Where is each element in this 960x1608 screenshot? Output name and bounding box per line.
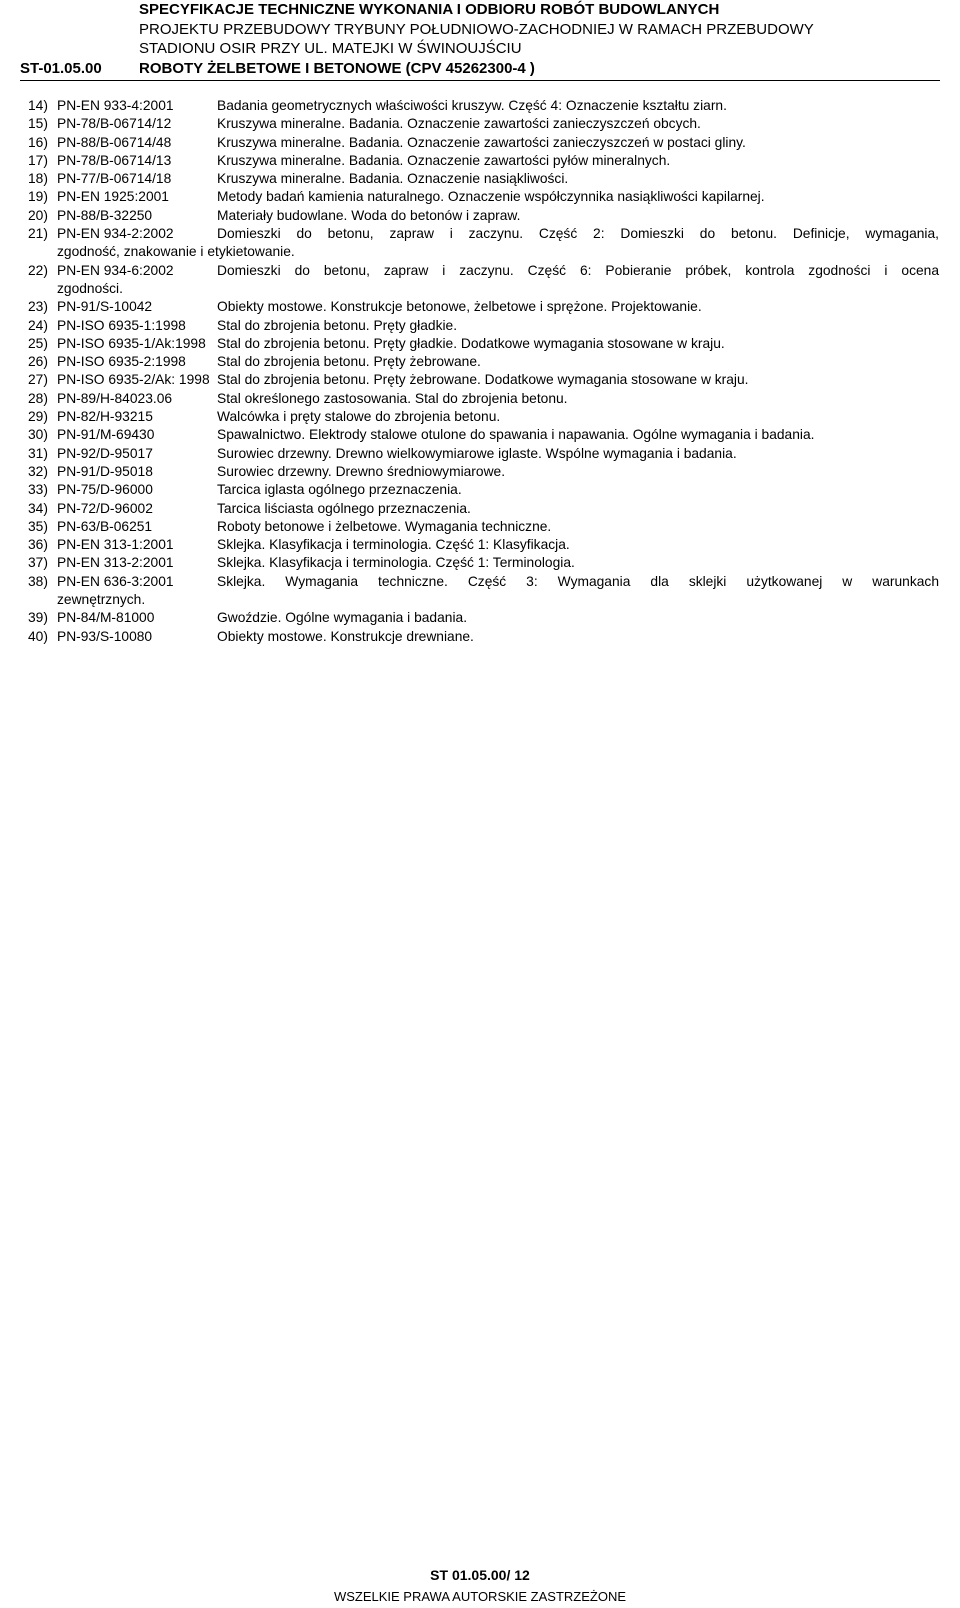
list-item xyxy=(28,463,958,481)
item-number: 32) xyxy=(28,463,48,479)
page-number: ST 01.05.00/ 12 xyxy=(430,1567,530,1583)
item-number: 19) xyxy=(28,189,48,205)
list-item xyxy=(28,188,958,206)
standard-title: Tarcica liściasta ogólnego przeznaczenia. xyxy=(217,500,471,516)
standard-title: Roboty betonowe i żelbetowe. Wymagania techniczne. xyxy=(217,518,552,534)
item-number: 34) xyxy=(28,500,48,516)
list-item xyxy=(28,500,958,518)
list-item xyxy=(28,115,958,133)
list-item xyxy=(28,97,958,115)
item-number: 28) xyxy=(28,390,48,406)
standard-title-continuation: zewnętrznych. xyxy=(57,592,146,608)
list-item xyxy=(28,262,958,280)
standard-title: Obiekty mostowe. Konstrukcje betonowe, żelbetowe i sprężone. Projektowanie. xyxy=(217,299,702,315)
item-number: 24) xyxy=(28,317,48,333)
standard-title: Gwoździe. Ogólne wymagania i badania. xyxy=(217,610,468,626)
header-spec-title: SPECYFIKACJE TECHNICZNE WYKONANIA I ODBIORU ROBÓT BUDOWLANYCH xyxy=(139,1,720,18)
standard-title: Stal do zbrojenia betonu. Pręty żebrowane. Dodatkowe wymagania stosowane w kraju. xyxy=(217,372,749,388)
standard-title: Sklejka. Wymagania techniczne. Część 3: Wymagania dla sklejki użytkowanej w warunkach xyxy=(217,573,939,589)
item-number: 17) xyxy=(28,152,48,168)
item-number: 15) xyxy=(28,116,48,132)
standard-code: PN-91/S-10042 xyxy=(57,299,153,315)
standard-title: Tarcica iglasta ogólnego przeznaczenia. xyxy=(217,482,462,498)
standard-title: Obiekty mostowe. Konstrukcje drewniane. xyxy=(217,628,474,644)
standard-code: PN-91/D-95018 xyxy=(57,463,153,479)
list-item xyxy=(28,335,958,353)
standard-code: PN-78/B-06714/12 xyxy=(57,116,172,132)
item-number: 38) xyxy=(28,573,48,589)
standard-code: PN-72/D-96002 xyxy=(57,500,153,516)
item-number: 22) xyxy=(28,262,48,278)
document-header xyxy=(20,0,940,78)
standard-title: Domieszki do betonu, zapraw i zaczynu. Część 6: Pobieranie próbek, kontrola zgodności i ocena xyxy=(217,262,939,278)
list-item xyxy=(28,628,958,646)
item-number: 37) xyxy=(28,555,48,571)
standard-title: Metody badań kamienia naturalnego. Oznaczenie współczynnika nasiąkliwości kapilarnej. xyxy=(217,189,765,205)
item-number: 40) xyxy=(28,628,48,644)
standard-title: Sklejka. Klasyfikacja i terminologia. Część 1: Terminologia. xyxy=(217,555,575,571)
list-item xyxy=(28,609,958,627)
section-code: ST-01.05.00 xyxy=(20,59,102,77)
copyright-notice: WSZELKIE PRAWA AUTORSKIE ZASTRZEŻONE xyxy=(333,1589,627,1604)
standard-title: Domieszki do betonu, zapraw i zaczynu. Część 2: Domieszki do betonu. Definicje, wymagania, xyxy=(217,226,939,242)
standard-title: Kruszywa mineralne. Badania. Oznaczenie zawartości pyłów mineralnych. xyxy=(217,152,671,168)
list-item xyxy=(28,298,958,316)
standard-code: PN-EN 934-6:2002 xyxy=(57,262,174,278)
standard-title: Kruszywa mineralne. Badania. Oznaczenie zawartości zanieczyszczeń obcych. xyxy=(217,116,701,132)
standard-title: Stal do zbrojenia betonu. Pręty gładkie. xyxy=(217,317,458,333)
standard-code: PN-75/D-96000 xyxy=(57,482,153,498)
item-number: 36) xyxy=(28,537,48,553)
list-item xyxy=(28,518,958,536)
standard-code: PN-EN 933-4:2001 xyxy=(57,98,174,113)
list-item xyxy=(28,207,958,225)
item-number: 16) xyxy=(28,134,48,150)
standard-code: PN-ISO 6935-1/Ak:1998 xyxy=(57,335,206,351)
standard-title: Spawalnictwo. Elektrody stalowe otulone do spawania i napawania. Ogólne wymagania i badania. xyxy=(217,427,815,443)
standard-title-continuation: zgodności. xyxy=(57,280,123,296)
list-item xyxy=(28,536,958,554)
header-project-line: PROJEKTU PRZEBUDOWY TRYBUNY POŁUDNIOWO-ZACHODNIEJ W RAMACH PRZEBUDOWY xyxy=(139,20,814,38)
standard-code: PN-63/B-06251 xyxy=(57,518,153,534)
item-number: 30) xyxy=(28,427,48,443)
item-number: 20) xyxy=(28,207,48,223)
list-item xyxy=(28,481,958,499)
list-item xyxy=(28,371,958,389)
item-number: 18) xyxy=(28,171,48,187)
standard-title: Kruszywa mineralne. Badania. Oznaczenie nasiąkliwości. xyxy=(217,171,569,187)
standard-code: PN-88/B-06714/48 xyxy=(57,134,172,150)
standard-code: PN-78/B-06714/13 xyxy=(57,152,172,168)
item-number: 29) xyxy=(28,409,48,425)
standard-title: Stal określonego zastosowania. Stal do zbrojenia betonu. xyxy=(217,390,568,406)
item-number: 25) xyxy=(28,335,48,351)
standard-code: PN-92/D-95017 xyxy=(57,445,153,461)
header-divider xyxy=(20,80,940,81)
standard-code: PN-89/H-84023.06 xyxy=(57,390,173,406)
list-item xyxy=(28,225,958,243)
standard-title: Materiały budowlane. Woda do betonów i zapraw. xyxy=(217,207,521,223)
item-number: 21) xyxy=(28,226,48,242)
standard-code: PN-ISO 6935-2/Ak: 1998 xyxy=(57,372,210,388)
standard-code: PN-93/S-10080 xyxy=(57,628,153,644)
item-number: 27) xyxy=(28,372,48,388)
standard-title: Surowiec drzewny. Drewno wielkowymiarowe iglaste. Wspólne wymagania i badania. xyxy=(217,445,737,461)
standard-code: PN-77/B-06714/18 xyxy=(57,171,172,187)
list-item xyxy=(28,554,958,572)
list-item xyxy=(28,170,958,188)
item-number: 14) xyxy=(28,98,48,113)
item-number: 26) xyxy=(28,354,48,370)
standard-code: PN-ISO 6935-1:1998 xyxy=(57,317,186,333)
standard-code: PN-EN 636-3:2001 xyxy=(57,573,174,589)
standard-title-continuation: zgodność, znakowanie i etykietowanie. xyxy=(57,244,295,260)
standard-title: Stal do zbrojenia betonu. Pręty żebrowane. xyxy=(217,354,481,370)
list-item xyxy=(28,573,958,591)
header-section-row xyxy=(20,59,940,79)
list-item xyxy=(28,390,958,408)
header-location-line: STADIONU OSIR PRZY UL. MATEJKI W ŚWINOUJŚCIU xyxy=(139,40,522,57)
standard-code: PN-EN 934-2:2002 xyxy=(57,226,174,242)
list-item xyxy=(28,152,958,170)
list-item xyxy=(28,408,958,426)
standard-title: Badania geometrycznych właściwości kruszyw. Część 4: Oznaczenie kształtu ziarn. xyxy=(217,98,727,113)
item-number: 23) xyxy=(28,299,48,315)
list-item xyxy=(28,445,958,463)
item-number: 33) xyxy=(28,482,48,498)
standards-list xyxy=(28,97,958,646)
standard-code: PN-91/M-69430 xyxy=(57,427,155,443)
standard-code: PN-EN 313-1:2001 xyxy=(57,537,174,553)
item-number: 35) xyxy=(28,518,48,534)
standard-code: PN-82/H-93215 xyxy=(57,409,153,425)
standard-code: PN-88/B-32250 xyxy=(57,207,153,223)
item-number: 39) xyxy=(28,610,48,626)
standard-title: Sklejka. Klasyfikacja i terminologia. Część 1: Klasyfikacja. xyxy=(217,537,570,553)
section-title: ROBOTY ŻELBETOWE I BETONOWE (CPV 45262300-4 ) xyxy=(139,59,535,77)
standard-title: Kruszywa mineralne. Badania. Oznaczenie zawartości zanieczyszczeń w postaci gliny. xyxy=(217,134,746,150)
list-item xyxy=(28,317,958,335)
standard-code: PN-EN 1925:2001 xyxy=(57,189,169,205)
list-item xyxy=(28,353,958,371)
standard-title: Stal do zbrojenia betonu. Pręty gładkie. Dodatkowe wymagania stosowane w kraju. xyxy=(217,335,725,351)
standard-code: PN-84/M-81000 xyxy=(57,610,155,626)
standard-title: Walcówka i pręty stalowe do zbrojenia betonu. xyxy=(217,409,501,425)
list-item xyxy=(28,134,958,152)
standard-code: PN-EN 313-2:2001 xyxy=(57,555,174,571)
standard-code: PN-ISO 6935-2:1998 xyxy=(57,354,186,370)
list-item xyxy=(28,426,958,444)
item-number: 31) xyxy=(28,445,48,461)
standard-title: Surowiec drzewny. Drewno średniowymiarowe. xyxy=(217,463,506,479)
